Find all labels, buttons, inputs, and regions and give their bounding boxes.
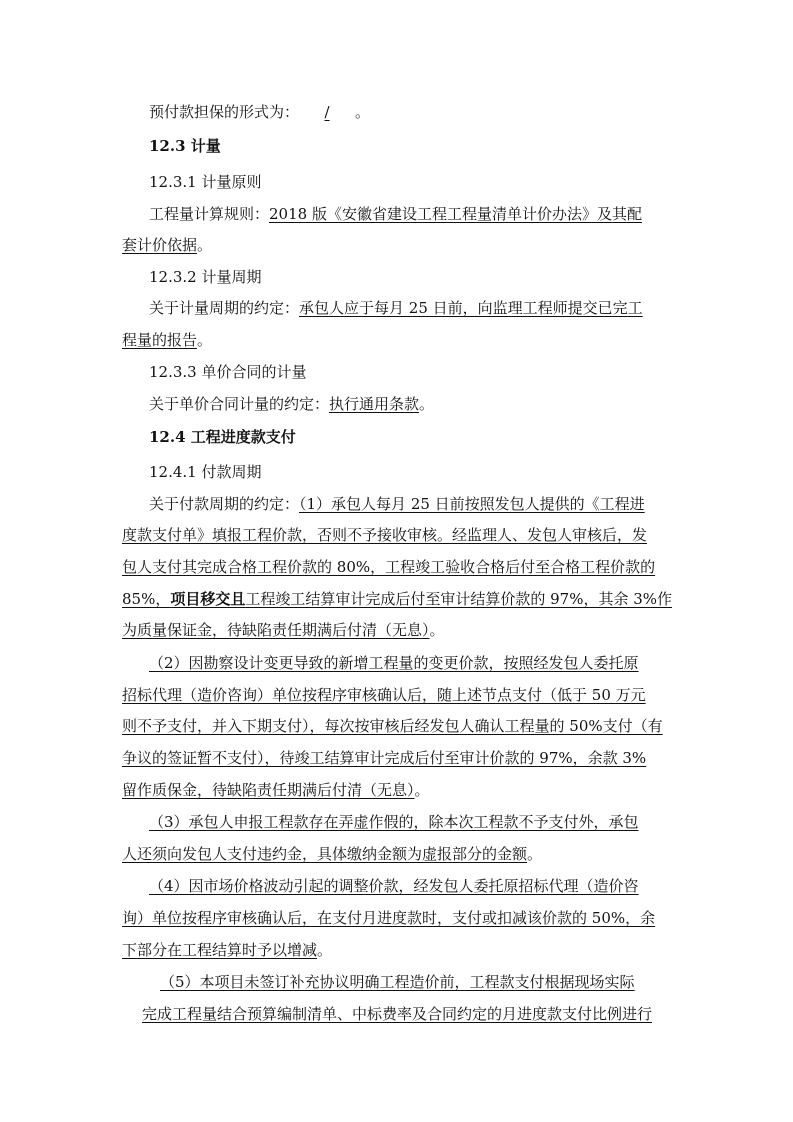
clause-end: 。 [527,845,543,863]
payment-clause-2-line-4: 争议的签证暂不支付），待竣工结算审计完成后付至审计价款的 97%，余款 3% [122,749,647,767]
clause-text: 留作质保金，待缺陷责任期满后付清（无息） [122,781,415,799]
clause-text: 85%， [122,590,171,608]
payment-clause-2-line-3: 则不予支付，并入下期支付），每次按审核后经发包人确认工程量的 50%支付（有 [122,717,663,735]
payment-period-line-1 [149,494,645,514]
payment-clause-5-line-1: （5）本项目未签订补充协议明确工程造价前，工程款支付根据现场实际 [160,973,635,991]
measurement-period-line-1 [149,298,643,318]
clause-text: 为质量保证金，待缺陷责任期满后付清（无息） [122,621,430,639]
payment-clause-1-line-3: 包人支付其完成合格工程价款的 80%，工程竣工验收合格后付至合格工程价款的 [122,558,656,576]
payment-clause-2-line-5 [122,780,430,800]
measurement-period-label: 关于计量周期的约定： [149,299,300,317]
measurement-rule-line-2 [122,235,212,255]
measurement-period-value-cont: 程量的报告 [122,331,198,349]
subsection-heading-12-3-2: 12.3.2 计量周期 [149,268,262,286]
clause-text: 工程竣工结算审计完成后付至审计结算价款的 97%，其余 3%作 [245,590,673,608]
payment-clause-1-line-5 [122,620,445,640]
prepay-label: 预付款担保的形式为： [149,103,300,121]
payment-clause-2-line-1: （2）因勘察设计变更导致的新增工程量的变更价款，按照经发包人委托原 [149,654,639,672]
payment-clause-1-line-2: 度款支付单》填报工程价款，否则不予接收审核。经监理人、发包人审核后，发 [122,526,648,544]
unit-price-measurement-line [149,394,434,414]
section-number: 12.4 [149,428,186,446]
unit-price-value: 执行通用条款 [329,395,420,413]
unit-price-end: 。 [419,395,435,413]
payment-clause-2-line-2: 招标代理（造价咨询）单位按程序审核确认后，随上述节点支付（低于 50 万元 [122,686,646,704]
clause-bold-text: 项目移交且 [170,590,246,608]
subsection-heading-12-3-3: 12.3.3 单价合同的计量 [149,363,307,381]
prepay-guarantee-line [149,102,370,122]
payment-clause-4-line-2: 询）单位按程序审核确认后，在支付月进度款时，支付或扣减该价款的 50%，余 [122,909,656,927]
clause-end: 。 [414,781,430,799]
measurement-rule-end: 。 [197,236,213,254]
clause-text: 下部分在工程结算时予以增减 [122,941,318,959]
payment-period-label: 关于付款周期的约定： [149,495,300,513]
measurement-period-end: 。 [197,331,213,349]
payment-clause-3-line-2 [122,844,542,864]
payment-clause-5-line-2: 完成工程量结合预算编制清单、中标费率及合同约定的月进度款支付比例进行 [142,1005,653,1023]
unit-price-label: 关于单价合同计量的约定： [149,395,330,413]
section-heading-12-4 [149,427,296,447]
section-title: 计量 [190,137,221,155]
section-heading-12-3 [149,136,221,156]
payment-clause-1-line-4 [122,589,672,609]
measurement-period-line-2 [122,330,212,350]
measurement-period-value: 承包人应于每月 25 日前，向监理工程师提交已完工 [299,299,643,317]
payment-clause-1-text: （1）承包人每月 25 日前按照发包人提供的《工程进 [299,495,645,513]
payment-clause-4-line-3 [122,940,332,960]
measurement-rule-line-1 [149,204,642,224]
measurement-rule-value-cont: 套计价依据 [122,236,198,254]
clause-end: 。 [429,621,445,639]
clause-end: 。 [317,941,333,959]
prepay-end: 。 [355,103,371,121]
measurement-rule-label: 工程量计算规则： [149,205,270,223]
payment-clause-4-line-1: （4）因市场价格波动引起的调整价款，经发包人委托原招标代理（造价咨 [149,877,639,895]
subsection-heading-12-3-1: 12.3.1 计量原则 [149,173,262,191]
clause-text: 人还须向发包人支付违约金，具体缴纳金额为虚报部分的金额 [122,845,528,863]
section-number: 12.3 [149,137,186,155]
section-title: 工程进度款支付 [190,428,296,446]
subsection-heading-12-4-1: 12.4.1 付款周期 [149,463,262,481]
measurement-rule-value: 2018 版《安徽省建设工程工程量清单计价办法》及其配 [269,205,642,223]
prepay-value: / [324,103,330,121]
payment-clause-3-line-1: （3）承包人申报工程款存在弄虚作假的，除本次工程款不予支付外，承包 [149,813,639,831]
